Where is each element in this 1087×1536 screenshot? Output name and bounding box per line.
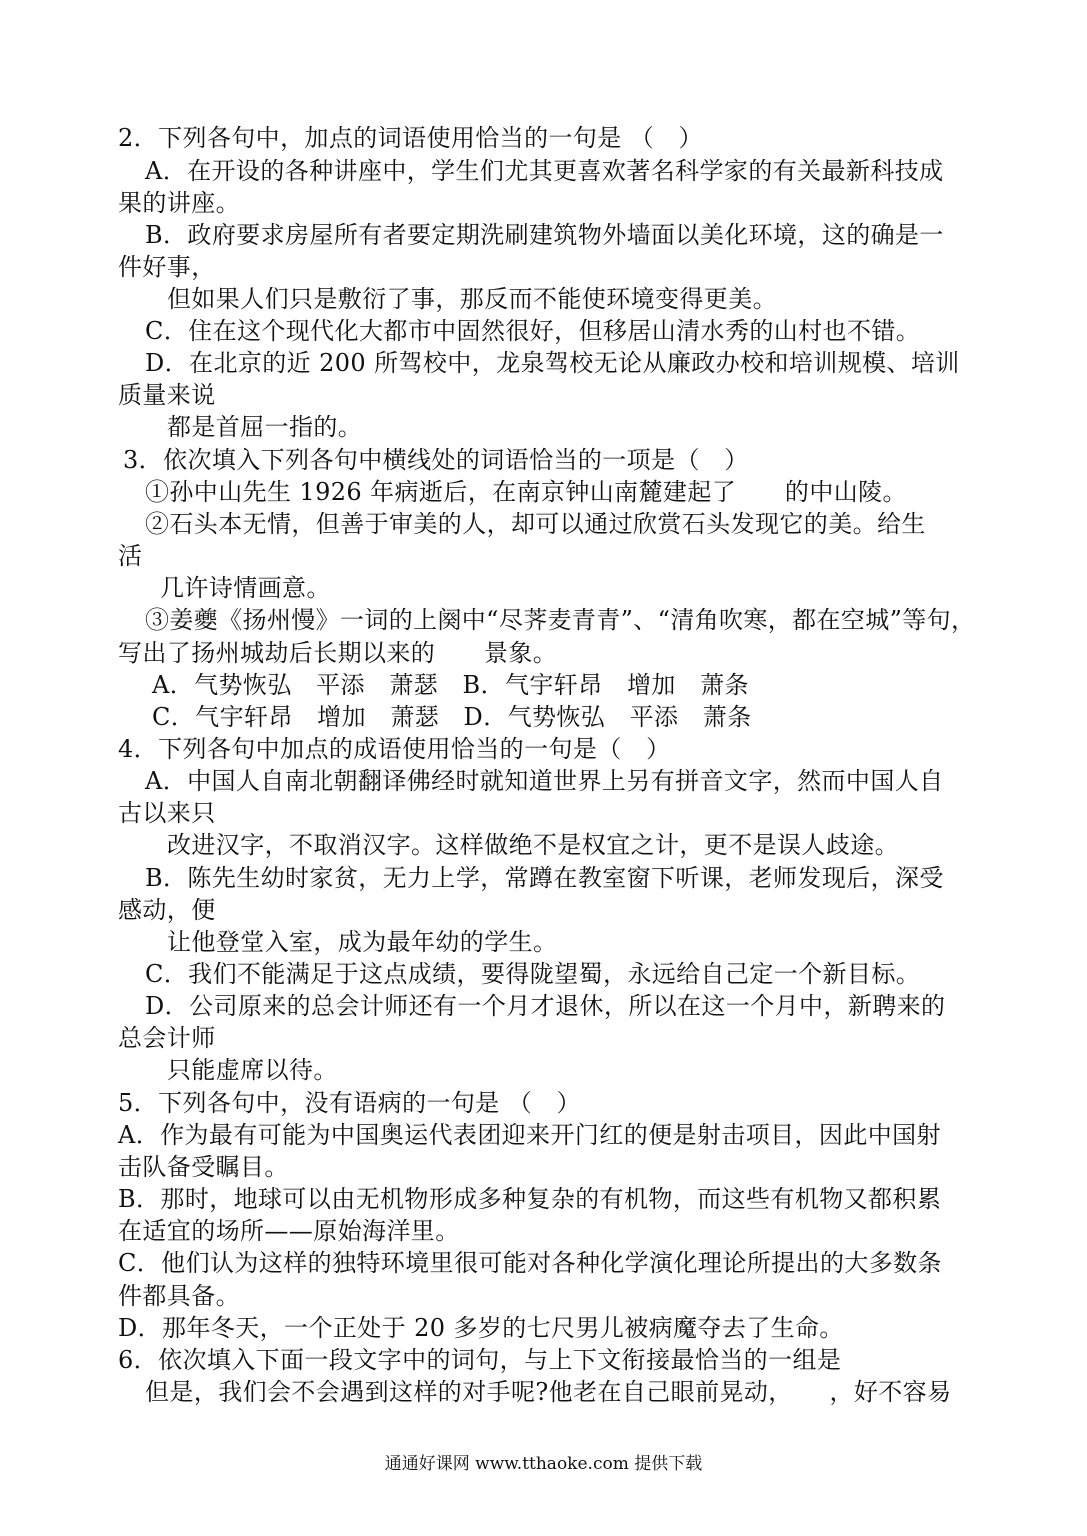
text-line: A．作为最有可能为中国奥运代表团迎来开门红的便是射击项目，因此中国射 <box>118 1121 941 1149</box>
text-line: ②石头本无情，但善于审美的人，却可以通过欣赏石头发现它的美。给生 <box>145 510 926 538</box>
text-line: 果的讲座。 <box>118 189 240 217</box>
text-line: 都是首屈一指的。 <box>167 413 363 441</box>
page-footer: 通通好课网 www.tthaoke.com 提供下载 <box>384 1454 703 1474</box>
text-line: D．公司原来的总会计师还有一个月才退休，所以在这一个月中，新聘来的 <box>145 992 946 1020</box>
text-line: 总会计师 <box>118 1024 216 1052</box>
text-line: 6．依次填入下面一段文字中的词句，与上下文衔接最恰当的一组是 <box>118 1346 842 1374</box>
text-line: 活 <box>118 542 143 570</box>
text-line: 古以来只 <box>118 799 216 827</box>
text-line: B．政府要求房屋所有者要定期洗刷建筑物外墙面以美化环境，这的确是一 <box>145 221 944 249</box>
text-line: 只能虚席以待。 <box>167 1056 338 1084</box>
text-line: A．气势恢弘 平添 萧瑟 B．气宇轩昂 增加 萧条 <box>152 671 749 699</box>
text-line: C．气宇轩昂 增加 萧瑟 D．气势恢弘 平添 萧条 <box>152 703 752 731</box>
text-line: 让他登堂入室，成为最年幼的学生。 <box>167 928 558 956</box>
text-line: 写出了扬州城劫后长期以来的 景象。 <box>118 639 558 667</box>
text-line: 2．下列各句中，加点的词语使用恰当的一句是 （ ） <box>118 124 703 152</box>
text-line: D．那年冬天，一个正处于 20 多岁的七尺男儿被病魔夺去了生命。 <box>118 1314 844 1342</box>
text-line: 件都具备。 <box>118 1282 240 1310</box>
text-line: ①孙中山先生 1926 年病逝后，在南京钟山南麓建起了 的中山陵。 <box>145 478 907 506</box>
text-line: B．那时，地球可以由无机物形成多种复杂的有机物，而这些有机物又都积累 <box>118 1185 942 1213</box>
text-line: 感动，便 <box>118 896 216 924</box>
text-line: 在适宜的场所——原始海洋里。 <box>118 1217 460 1245</box>
text-line: 质量来说 <box>118 381 216 409</box>
text-line: 3．依次填入下列各句中横线处的词语恰当的一项是（ ） <box>123 446 749 474</box>
text-line: 5．下列各句中，没有语病的一句是 （ ） <box>118 1089 581 1117</box>
text-line: C．他们认为这样的独特环境里很可能对各种化学演化理论所提出的大多数条 <box>118 1249 942 1277</box>
text-line: 几许诗情画意。 <box>160 574 331 602</box>
text-line: C．住在这个现代化大都市中固然很好，但移居山清水秀的山村也不错。 <box>145 317 921 345</box>
text-line: 件好事， <box>118 253 216 281</box>
text-line: A．在开设的各种讲座中，学生们尤其更喜欢著名科学家的有关最新科技成 <box>145 157 944 185</box>
text-line: 改进汉字，不取消汉字。这样做绝不是权宜之计，更不是误人歧途。 <box>167 831 899 859</box>
text-line: 但如果人们只是敷衍了事，那反而不能使环境变得更美。 <box>167 285 777 313</box>
text-line: B．陈先生幼时家贫，无力上学，常蹲在教室窗下听课，老师发现后，深受 <box>145 864 944 892</box>
text-line: D．在北京的近 200 所驾校中，龙泉驾校无论从廉政办校和培训规模、培训 <box>145 349 960 377</box>
text-line: 击队备受瞩目。 <box>118 1153 289 1181</box>
text-line: 但是，我们会不会遇到这样的对手呢?他老在自己眼前晃动， ，好不容易 <box>145 1378 952 1406</box>
text-line: C．我们不能满足于这点成绩，要得陇望蜀，永远给自己定一个新目标。 <box>145 960 921 988</box>
text-line: ③姜夔《扬州慢》一词的上阕中“尽荠麦青青”、“清角吹寒，都在空城”等句， <box>145 606 976 634</box>
text-line: 4．下列各句中加点的成语使用恰当的一句是（ ） <box>118 735 671 763</box>
text-line: A．中国人自南北朝翻译佛经时就知道世界上另有拼音文字，然而中国人自 <box>145 767 944 795</box>
